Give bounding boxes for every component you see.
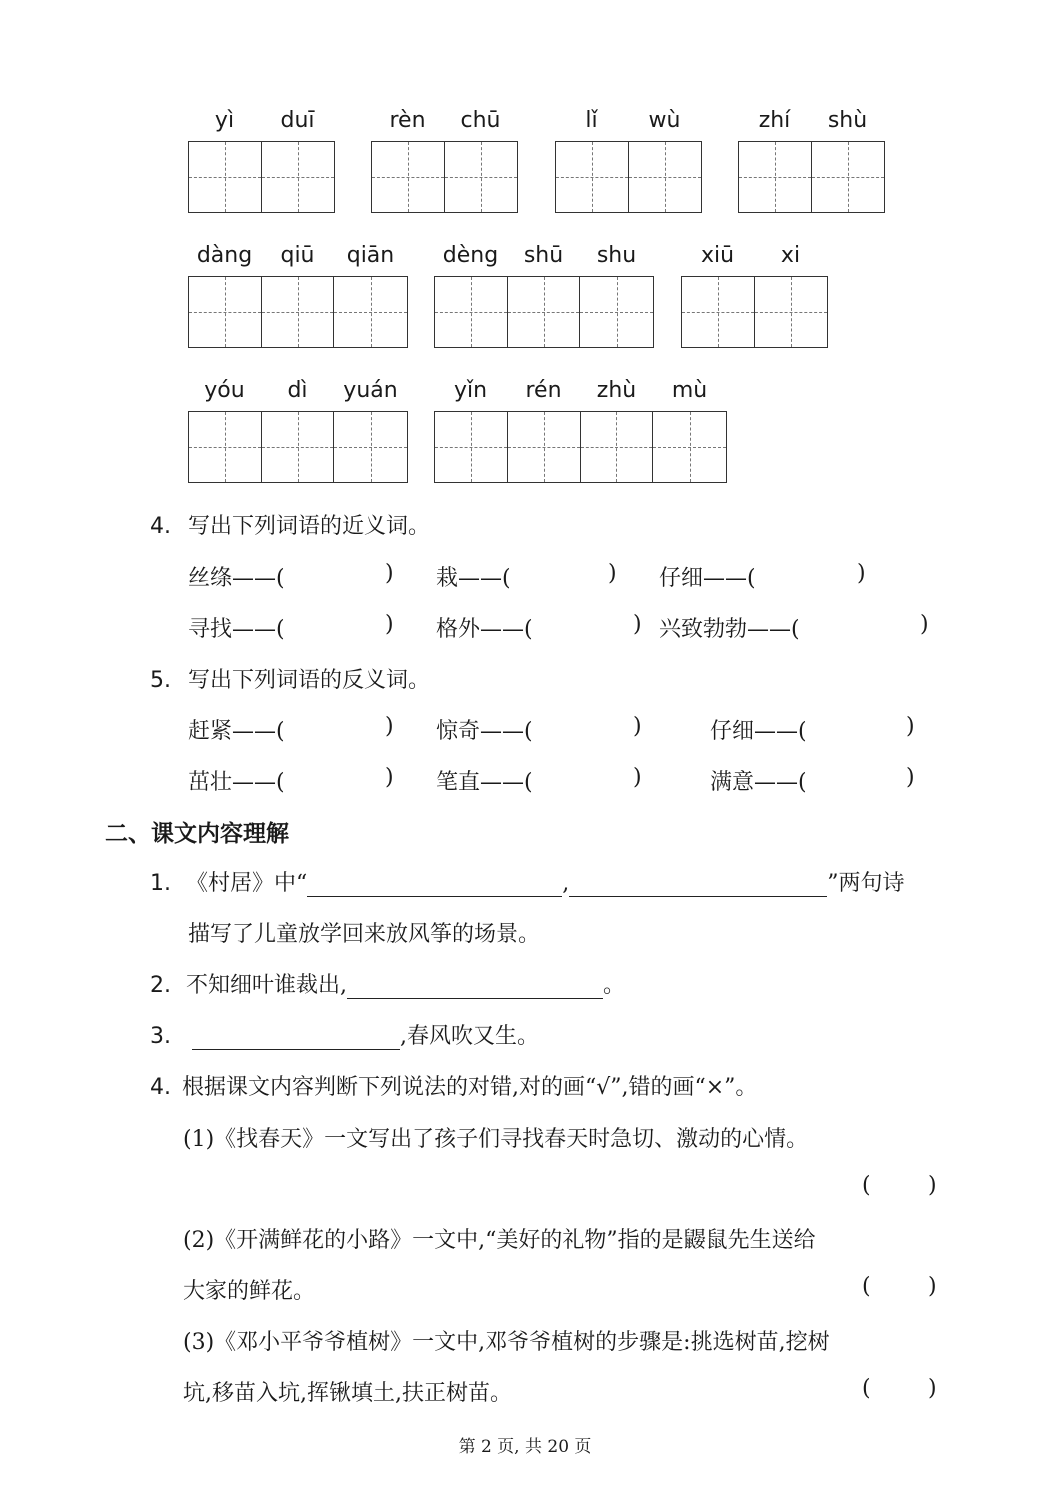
antonym-close: )	[633, 714, 642, 739]
writing-grid[interactable]	[188, 411, 408, 483]
s2-q1-line2: 描写了儿童放学回来放风筝的场景。	[188, 922, 541, 947]
answer-paren-open[interactable]: (	[862, 1274, 871, 1299]
antonym-close: )	[906, 765, 915, 790]
grid-cell[interactable]	[189, 412, 262, 482]
grid-cell[interactable]	[334, 412, 407, 482]
fill-blank[interactable]	[347, 976, 603, 999]
synonym-item: 寻找——(	[188, 617, 285, 642]
s2-q1-post: ”两句诗	[827, 871, 905, 896]
pinyin-label: qiū	[280, 243, 315, 268]
synonym-item: 兴致勃勃——(	[659, 617, 800, 642]
pinyin-label: zhí	[758, 108, 791, 133]
synonym-close: )	[385, 561, 394, 586]
statement-3-line1: (3)《邓小平爷爷植树》一文中,邓爷爷植树的步骤是:挑选树苗,挖树	[183, 1330, 830, 1355]
synonym-close: )	[920, 612, 929, 637]
grid-cell[interactable]	[556, 142, 629, 212]
grid-cell[interactable]	[372, 142, 445, 212]
answer-paren-close: )	[928, 1173, 937, 1198]
s2-q3-post: ,春风吹又生。	[400, 1024, 539, 1049]
pinyin-label: shù	[827, 108, 868, 133]
writing-grid[interactable]	[555, 141, 702, 213]
pinyin-label: yǐn	[453, 378, 488, 403]
pinyin-label: chū	[460, 108, 501, 133]
section-2-title: 二、课文内容理解	[105, 821, 289, 847]
grid-cell[interactable]	[682, 277, 755, 347]
grid-cell[interactable]	[812, 142, 885, 212]
s2-q4-number: 4.	[150, 1075, 171, 1100]
pinyin-label: yuán	[343, 378, 398, 403]
grid-cell[interactable]	[189, 142, 262, 212]
writing-grid[interactable]	[434, 276, 654, 348]
writing-grid[interactable]	[188, 276, 408, 348]
grid-cell[interactable]	[629, 142, 702, 212]
fill-blank[interactable]	[569, 874, 827, 897]
s2-q3-number: 3.	[150, 1024, 171, 1049]
pinyin-label: shu	[596, 243, 637, 268]
antonym-item: 仔细——(	[710, 719, 807, 744]
pinyin-label: mù	[671, 378, 708, 403]
grid-cell[interactable]	[653, 412, 726, 482]
writing-grid[interactable]	[738, 141, 885, 213]
statement-2-line2: 大家的鲜花。	[183, 1279, 316, 1304]
synonym-close: )	[385, 612, 394, 637]
pinyin-label: lǐ	[585, 108, 598, 133]
writing-grid[interactable]	[434, 411, 727, 483]
s2-q2-post: 。	[603, 973, 626, 998]
pinyin-label: rén	[525, 378, 562, 403]
grid-cell[interactable]	[739, 142, 812, 212]
s2-q1-pre: 《村居》中“	[186, 871, 308, 896]
s2-q2-number: 2.	[150, 973, 171, 998]
grid-cell[interactable]	[262, 412, 335, 482]
antonym-close: )	[385, 765, 394, 790]
grid-cell[interactable]	[508, 277, 581, 347]
antonym-item: 满意——(	[710, 770, 807, 795]
fill-blank[interactable]	[307, 874, 562, 897]
pinyin-label: yóu	[204, 378, 245, 403]
synonym-close: )	[633, 612, 642, 637]
grid-cell[interactable]	[435, 412, 508, 482]
answer-paren-close: )	[928, 1274, 937, 1299]
synonym-item: 栽——(	[436, 566, 511, 591]
pinyin-label: zhù	[596, 378, 637, 403]
answer-paren-close: )	[928, 1376, 937, 1401]
grid-cell[interactable]	[581, 412, 654, 482]
q5-heading	[150, 663, 430, 694]
synonym-item: 丝绦——(	[188, 566, 285, 591]
grid-cell[interactable]	[445, 142, 518, 212]
pinyin-label: yì	[214, 108, 235, 133]
antonym-item: 茁壮——(	[188, 770, 285, 795]
pinyin-label: dèng	[442, 243, 499, 268]
pinyin-label: shū	[523, 243, 564, 268]
page-footer: 第 2 页, 共 20 页	[458, 1437, 592, 1457]
pinyin-label: duī	[280, 108, 315, 133]
antonym-item: 惊奇——(	[436, 719, 533, 744]
statement-2-line1: (2)《开满鲜花的小路》一文中,“美好的礼物”指的是鼹鼠先生送给	[183, 1228, 816, 1253]
pinyin-label: dì	[287, 378, 308, 403]
writing-grid[interactable]	[188, 141, 335, 213]
s2-q1-comma: ,	[562, 871, 570, 896]
synonym-close: )	[608, 561, 617, 586]
s2-q4-heading	[150, 1070, 757, 1101]
antonym-item: 赶紧——(	[188, 719, 285, 744]
q4-title: 写出下列词语的近义词。	[188, 514, 431, 539]
grid-cell[interactable]	[435, 277, 508, 347]
synonym-close: )	[857, 561, 866, 586]
statement-1: (1)《找春天》一文写出了孩子们寻找春天时急切、激动的心情。	[183, 1127, 809, 1152]
s2-q2-pre: 不知细叶谁裁出,	[186, 973, 347, 998]
grid-cell[interactable]	[189, 277, 262, 347]
s2-q1-number: 1.	[150, 871, 171, 896]
s2-q1	[150, 866, 905, 897]
writing-grid[interactable]	[371, 141, 518, 213]
q5-title: 写出下列词语的反义词。	[188, 668, 431, 693]
antonym-close: )	[385, 714, 394, 739]
grid-cell[interactable]	[262, 142, 335, 212]
pinyin-label: xiū	[700, 243, 735, 268]
pinyin-label: wù	[648, 108, 681, 133]
antonym-item: 笔直——(	[436, 770, 533, 795]
grid-cell[interactable]	[334, 277, 407, 347]
s2-q3	[150, 1019, 539, 1050]
pinyin-label: rèn	[389, 108, 426, 133]
writing-grid[interactable]	[681, 276, 828, 348]
s2-q4-title: 根据课文内容判断下列说法的对错,对的画“√”,错的画“×”。	[182, 1075, 758, 1100]
grid-cell[interactable]	[580, 277, 653, 347]
s2-q2	[150, 968, 625, 999]
q4-number: 4.	[150, 514, 171, 539]
fill-blank[interactable]	[192, 1027, 400, 1050]
pinyin-label: qiān	[346, 243, 395, 268]
grid-cell[interactable]	[508, 412, 581, 482]
q4-heading	[150, 509, 430, 540]
pinyin-label: xi	[780, 243, 801, 268]
antonym-close: )	[633, 765, 642, 790]
grid-cell[interactable]	[262, 277, 335, 347]
q5-number: 5.	[150, 668, 171, 693]
answer-paren-open[interactable]: (	[862, 1173, 871, 1198]
synonym-item: 仔细——(	[659, 566, 756, 591]
answer-paren-open[interactable]: (	[862, 1376, 871, 1401]
grid-cell[interactable]	[755, 277, 828, 347]
synonym-item: 格外——(	[436, 617, 533, 642]
statement-3-line2: 坑,移苗入坑,挥锹填土,扶正树苗。	[183, 1381, 512, 1406]
pinyin-label: dàng	[196, 243, 253, 268]
antonym-close: )	[906, 714, 915, 739]
